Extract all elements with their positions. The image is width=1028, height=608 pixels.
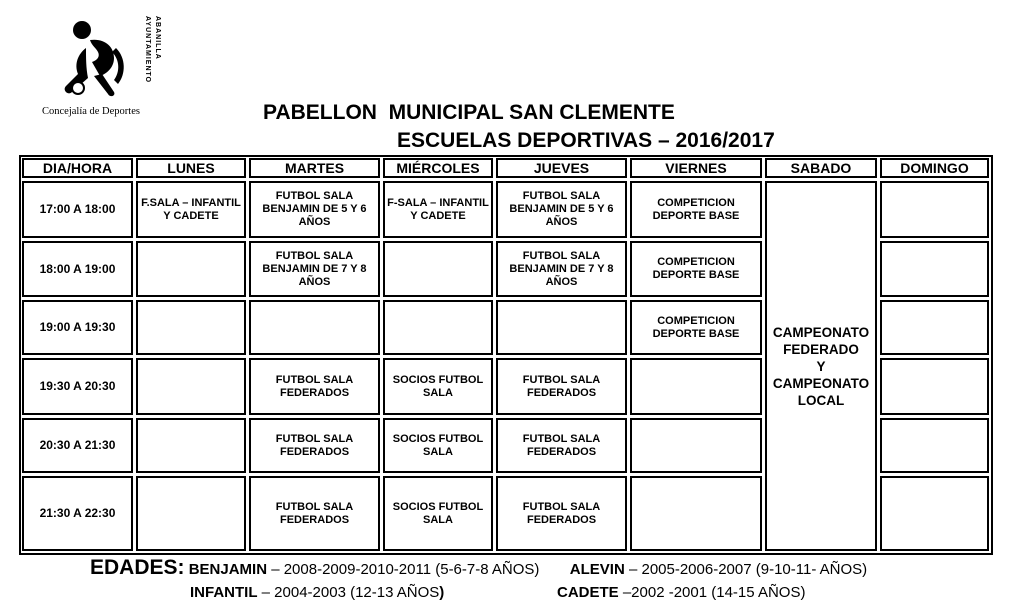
schedule-table — [19, 155, 993, 555]
edades-legend-line1 — [90, 557, 867, 581]
miercoles-cell-1: F-SALA – INFANTIL Y CADETE — [383, 181, 493, 238]
martes-cell-6: FUTBOL SALA FEDERADOS — [249, 476, 380, 551]
logo-caption: Concejalía de Deportes — [42, 106, 140, 117]
alevin-label: ALEVIN — [569, 561, 625, 578]
time-cell-5: 20:30 A 21:30 — [22, 418, 133, 473]
domingo-cell-6 — [880, 476, 989, 551]
cadete-label: CADETE — [557, 584, 619, 601]
infantil-label: INFANTIL — [190, 584, 258, 601]
lunes-cell-5 — [136, 418, 246, 473]
viernes-cell-3: COMPETICION DEPORTE BASE — [630, 300, 762, 355]
page-subtitle: ESCUELAS DEPORTIVAS – 2016/2017 — [397, 129, 775, 152]
martes-cell-5: FUTBOL SALA FEDERADOS — [249, 418, 380, 473]
alevin-value: – 2005-2006-2007 (9-10-11- AÑOS) — [628, 561, 868, 578]
lunes-cell-2 — [136, 241, 246, 297]
infantil-value: – 2004-2003 (12-13 AÑOS — [261, 584, 440, 601]
martes-cell-2: FUTBOL SALA BENJAMIN DE 7 Y 8 AÑOS — [249, 241, 380, 297]
time-cell-6: 21:30 A 22:30 — [22, 476, 133, 551]
jueves-cell-6: FUTBOL SALA FEDERADOS — [496, 476, 627, 551]
athlete-figure-icon — [56, 18, 136, 102]
jueves-cell-1: FUTBOL SALA BENJAMIN DE 5 Y 6 AÑOS — [496, 181, 627, 238]
benjamin-value: – 2008-2009-2010-2011 (5-6-7-8 AÑOS) — [271, 561, 540, 578]
martes-cell-4: FUTBOL SALA FEDERADOS — [249, 358, 380, 415]
miercoles-cell-6: SOCIOS FUTBOL SALA — [383, 476, 493, 551]
miercoles-cell-4: SOCIOS FUTBOL SALA — [383, 358, 493, 415]
page-title: PABELLON MUNICIPAL SAN CLEMENTE — [263, 101, 675, 124]
domingo-cell-5 — [880, 418, 989, 473]
header-sabado: SABADO — [765, 158, 877, 178]
header-lunes: LUNES — [136, 158, 246, 178]
edades-cadete — [557, 583, 805, 603]
martes-cell-3 — [249, 300, 380, 355]
header-martes: MARTES — [249, 158, 380, 178]
header-domingo: DOMINGO — [880, 158, 989, 178]
benjamin-label: BENJAMIN — [188, 561, 268, 578]
jueves-cell-5: FUTBOL SALA FEDERADOS — [496, 418, 627, 473]
time-cell-1: 17:00 A 18:00 — [22, 181, 133, 238]
viernes-cell-2: COMPETICION DEPORTE BASE — [630, 241, 762, 297]
viernes-cell-1: COMPETICION DEPORTE BASE — [630, 181, 762, 238]
lunes-cell-3 — [136, 300, 246, 355]
time-cell-2: 18:00 A 19:00 — [22, 241, 133, 297]
domingo-cell-4 — [880, 358, 989, 415]
header-miercoles: MIÉRCOLES — [383, 158, 493, 178]
time-cell-3: 19:00 A 19:30 — [22, 300, 133, 355]
martes-cell-1: FUTBOL SALA BENJAMIN DE 5 Y 6 AÑOS — [249, 181, 380, 238]
infantil-close: ) — [439, 584, 445, 601]
domingo-cell-1 — [880, 181, 989, 238]
jueves-cell-4: FUTBOL SALA FEDERADOS — [496, 358, 627, 415]
viernes-cell-5 — [630, 418, 762, 473]
edades-infantil — [190, 583, 444, 603]
jueves-cell-3 — [496, 300, 627, 355]
logo-vertical-text: ABANILLA AYUNTAMIENTO — [144, 16, 161, 84]
cadete-value: –2002 -2001 (14-15 AÑOS) — [622, 584, 806, 601]
domingo-cell-2 — [880, 241, 989, 297]
miercoles-cell-3 — [383, 300, 493, 355]
lunes-cell-4 — [136, 358, 246, 415]
header-time: DIA/HORA — [22, 158, 133, 178]
sabado-merged-cell: CAMPEONATO FEDERADO Y CAMPEONATO LOCAL — [765, 181, 877, 551]
miercoles-cell-5: SOCIOS FUTBOL SALA — [383, 418, 493, 473]
edades-label: EDADES: — [90, 556, 185, 579]
miercoles-cell-2 — [383, 241, 493, 297]
lunes-cell-1: F.SALA – INFANTIL Y CADETE — [136, 181, 246, 238]
header-jueves: JUEVES — [496, 158, 627, 178]
lunes-cell-6 — [136, 476, 246, 551]
jueves-cell-2: FUTBOL SALA BENJAMIN DE 7 Y 8 AÑOS — [496, 241, 627, 297]
time-cell-4: 19:30 A 20:30 — [22, 358, 133, 415]
viernes-cell-4 — [630, 358, 762, 415]
header-viernes: VIERNES — [630, 158, 762, 178]
domingo-cell-3 — [880, 300, 989, 355]
viernes-cell-6 — [630, 476, 762, 551]
concejalia-logo — [36, 14, 161, 122]
